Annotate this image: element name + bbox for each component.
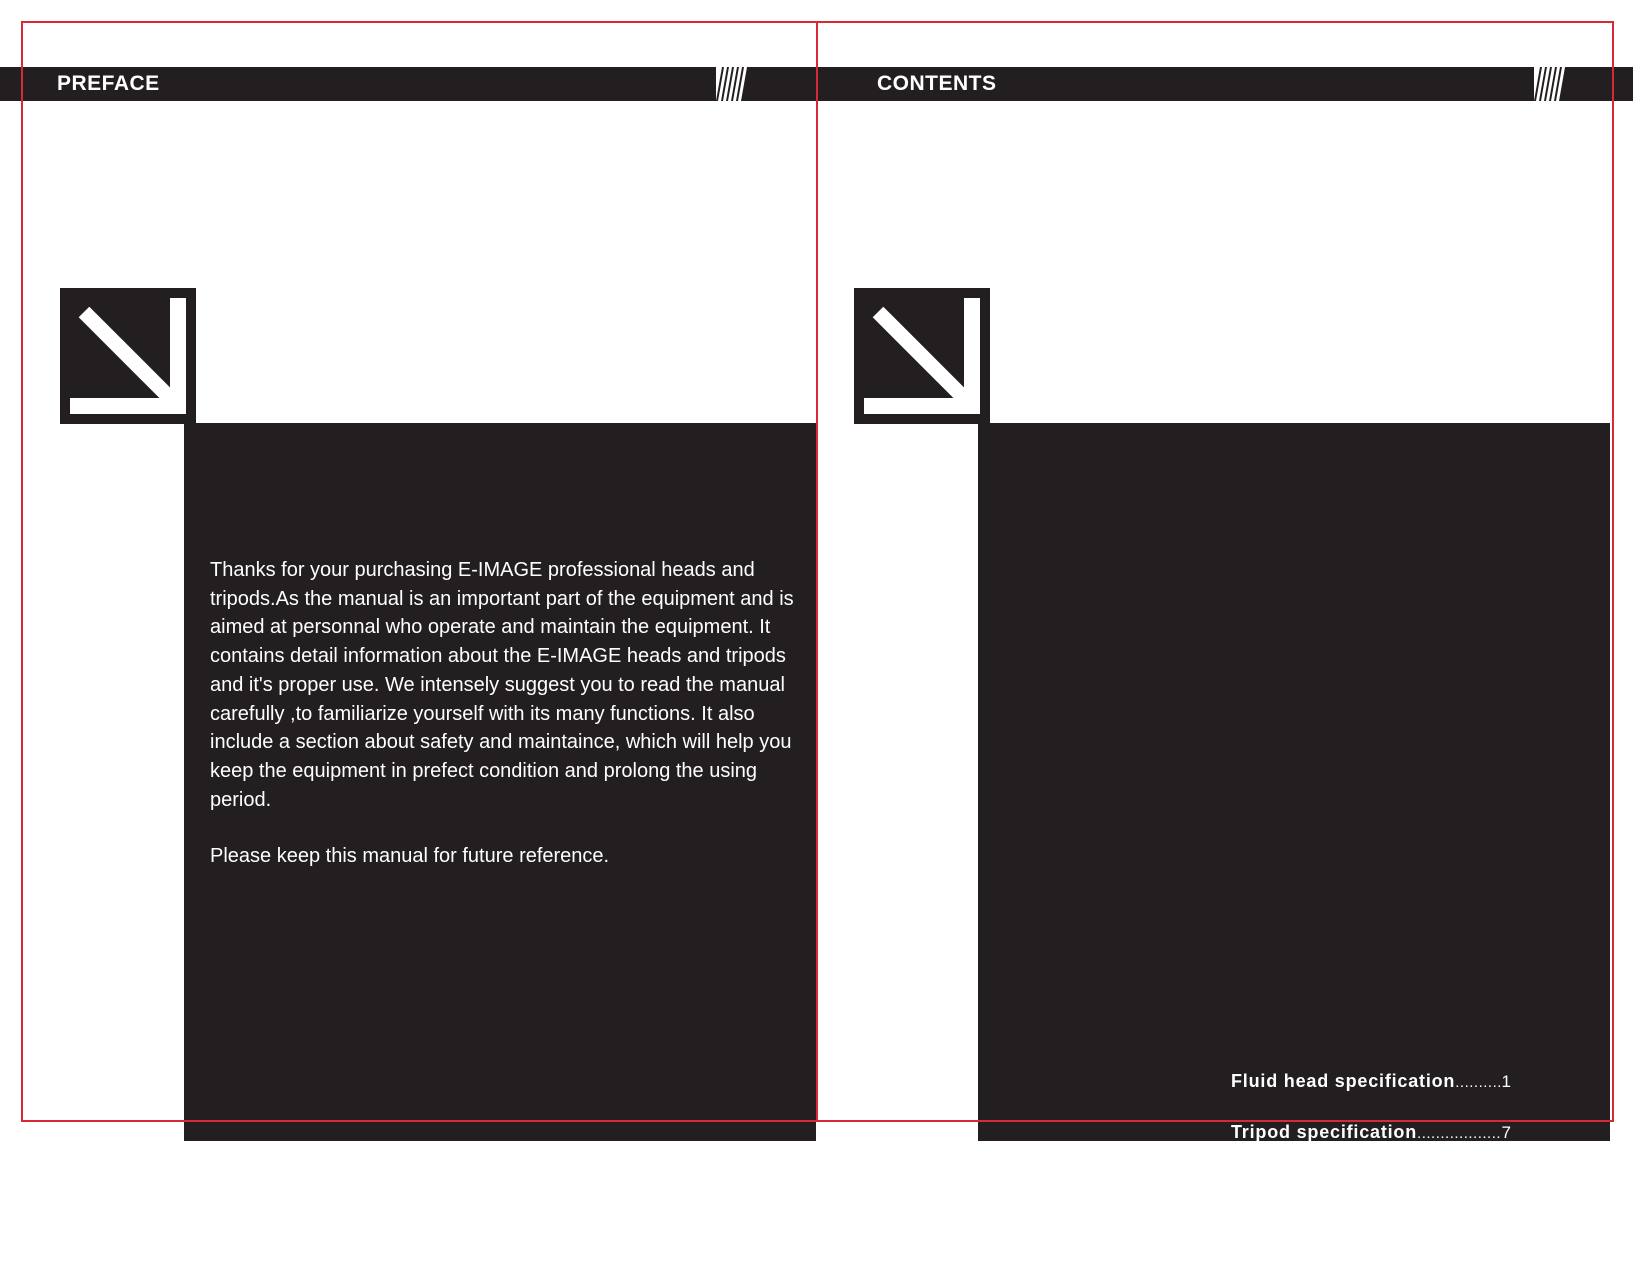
header-bar xyxy=(816,67,1633,101)
toc-item-maintenance[interactable] xyxy=(1231,1173,1511,1224)
page-contents xyxy=(816,0,1633,1244)
toc-page-number: 15 xyxy=(1492,1174,1511,1193)
page-title: CONTENTS xyxy=(877,72,997,95)
preface-paragraph: Thanks for your purchasing E-IMAGE professional heads and tripods.As the manual is an important part of the equipment and is aimed at personnal who operate and maintain the equipment. It contains detail information about the E-IMAGE heads and tripods and it's proper use. We intensely suggest you to read the manual carefully ,to familiarize yourself with its many functions. It also include a section about safety and maintaince, which will help you keep the equipment in prefect condition and prolong the using period. xyxy=(210,559,794,811)
toc-label: Tripod specification xyxy=(1231,1122,1418,1142)
contents-panel xyxy=(978,423,1610,1244)
page-preface xyxy=(0,0,816,1141)
arrow-down-right-icon xyxy=(60,288,196,424)
toc-leader-dots xyxy=(1349,1176,1490,1193)
arrow-down-right-icon xyxy=(854,288,990,424)
page-title: PREFACE xyxy=(57,72,160,95)
table-of-contents xyxy=(1231,1071,1511,1275)
toc-label: Notice & Warning xyxy=(1231,1224,1394,1244)
toc-page-number: 1 xyxy=(1501,1072,1511,1091)
toc-leader-dots xyxy=(1417,1125,1500,1142)
diagonal-stripes-icon xyxy=(716,67,762,101)
toc-page-number: 7 xyxy=(1501,1123,1511,1142)
toc-leader-dots xyxy=(1393,1227,1490,1244)
toc-label: Maintenance xyxy=(1231,1173,1349,1193)
toc-item-notice-warning[interactable] xyxy=(1231,1224,1511,1275)
diagonal-stripes-icon xyxy=(1534,67,1580,101)
toc-label: Fluid head specification xyxy=(1231,1071,1456,1091)
preface-note: Please keep this manual for future reference. xyxy=(210,845,610,868)
toc-item-fluid-head[interactable] xyxy=(1231,1071,1511,1122)
header-bar xyxy=(0,67,816,101)
toc-item-tripod[interactable] xyxy=(1231,1122,1511,1173)
preface-text xyxy=(210,556,802,871)
toc-leader-dots xyxy=(1455,1074,1499,1091)
toc-page-number: 16 xyxy=(1492,1225,1511,1244)
